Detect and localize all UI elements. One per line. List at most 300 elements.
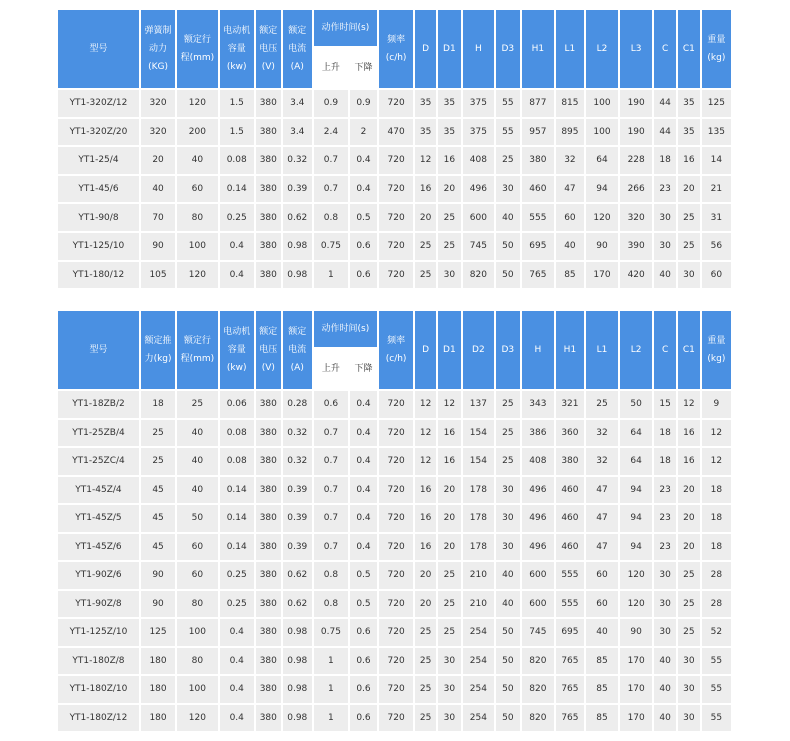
table-cell: 105 [141, 262, 175, 291]
table-cell: 47 [586, 477, 618, 506]
table-cell: 90 [141, 591, 175, 620]
table-cell: 14 [702, 147, 731, 176]
table-cell: 18 [702, 505, 731, 534]
table-cell: 720 [379, 448, 413, 477]
table-cell: 360 [556, 420, 584, 449]
table-cell: 30 [496, 477, 520, 506]
table-cell: 20 [678, 176, 700, 205]
table-cell: 16 [438, 420, 461, 449]
col-rated-voltage-l2: 电压 [259, 44, 278, 54]
table-cell: 25 [415, 233, 436, 262]
table-cell: 55 [496, 119, 520, 148]
table-cell: 720 [379, 233, 413, 262]
table-cell: 555 [522, 204, 554, 233]
table-cell: 32 [586, 448, 618, 477]
table-cell: 25 [496, 448, 520, 477]
col-rated-voltage-l1: 额定 [259, 327, 278, 337]
table-cell: 120 [177, 705, 217, 734]
table-cell: 386 [522, 420, 554, 449]
table-cell: 47 [586, 534, 618, 563]
table-cell: 380 [256, 676, 281, 705]
table-cell: 47 [556, 176, 584, 205]
table-cell: 80 [177, 204, 217, 233]
table-row [58, 477, 731, 506]
table-cell: 20 [438, 477, 461, 506]
col-rated-current-l2: 电流 [288, 44, 307, 54]
table-cell: 0.14 [220, 534, 254, 563]
col-frequency [379, 10, 413, 90]
table-cell: 85 [556, 262, 584, 291]
table-cell: 0.7 [314, 448, 348, 477]
table-cell: 25 [496, 391, 520, 420]
table-cell: 496 [522, 477, 554, 506]
table-row [58, 619, 731, 648]
table-cell: 460 [556, 534, 584, 563]
table-cell: 0.14 [220, 477, 254, 506]
table-cell: 137 [463, 391, 494, 420]
col-frequency-l1: 频率 [387, 35, 406, 45]
table-cell: 16 [438, 448, 461, 477]
model-cell: YT1-45Z/4 [58, 477, 139, 506]
model-cell: YT1-90Z/8 [58, 591, 139, 620]
col-motor-capacity-l2: 容量 [227, 345, 246, 355]
spec-table-thrust-body [58, 391, 731, 733]
table-cell: 25 [415, 262, 436, 291]
table-cell: 30 [438, 648, 461, 677]
table-cell: 555 [556, 591, 584, 620]
table-cell: 12 [415, 147, 436, 176]
col-rated-voltage [256, 10, 281, 90]
table-cell: 21 [702, 176, 731, 205]
table-cell: 120 [620, 562, 652, 591]
table-cell: 100 [586, 90, 618, 119]
table-cell: 50 [496, 619, 520, 648]
table-cell: 320 [141, 119, 175, 148]
table-row [58, 562, 731, 591]
table-cell: 70 [141, 204, 175, 233]
table-cell: 460 [556, 505, 584, 534]
table-cell: 0.6 [350, 648, 377, 677]
table-cell: 380 [256, 420, 281, 449]
table-cell: 600 [522, 591, 554, 620]
table-cell: 178 [463, 477, 494, 506]
table-cell: 18 [654, 420, 676, 449]
table-cell: 895 [556, 119, 584, 148]
col-h: H [463, 10, 494, 90]
col-spring-force [141, 10, 175, 90]
table-cell: 60 [177, 562, 217, 591]
table-cell: 180 [141, 676, 175, 705]
table-cell: 12 [678, 391, 700, 420]
table-row [58, 204, 731, 233]
col-frequency [379, 311, 413, 391]
table-cell: 40 [177, 147, 217, 176]
table-cell: 320 [620, 204, 652, 233]
table-cell: 25 [141, 420, 175, 449]
table-cell: 0.7 [314, 505, 348, 534]
table-cell: 60 [586, 591, 618, 620]
table-cell: 0.08 [220, 420, 254, 449]
table-cell: 50 [496, 262, 520, 291]
col-motor-capacity-l1: 电动机 [223, 327, 251, 337]
table-cell: 720 [379, 204, 413, 233]
table-cell: 30 [678, 648, 700, 677]
table-cell: 0.4 [350, 534, 377, 563]
table-cell: 380 [522, 147, 554, 176]
table-cell: 496 [463, 176, 494, 205]
table-cell: 720 [379, 477, 413, 506]
col-d1: D1 [438, 10, 461, 90]
table-cell: 555 [556, 562, 584, 591]
table-cell: 16 [678, 448, 700, 477]
table-cell: 12 [438, 391, 461, 420]
table-cell: 0.7 [314, 477, 348, 506]
table-cell: 30 [654, 591, 676, 620]
table-cell: 0.5 [350, 591, 377, 620]
table-cell: 30 [678, 676, 700, 705]
col-l1: L1 [556, 10, 584, 90]
table-cell: 20 [678, 505, 700, 534]
table-cell: 40 [654, 262, 676, 291]
table-cell: 0.6 [350, 619, 377, 648]
col-motor-capacity-l3: (kw) [226, 62, 247, 72]
table-cell: 40 [586, 619, 618, 648]
table-cell: 30 [438, 676, 461, 705]
table-cell: 23 [654, 176, 676, 205]
col-l2: L2 [620, 311, 652, 391]
table-cell: 0.4 [220, 676, 254, 705]
table-cell: 390 [620, 233, 652, 262]
col-up: 上升 [314, 349, 348, 391]
table-cell: 0.98 [283, 705, 312, 734]
table-cell: 90 [141, 233, 175, 262]
table-cell: 408 [463, 147, 494, 176]
table-cell: 2.4 [314, 119, 348, 148]
col-rated-voltage-l1: 额定 [259, 26, 278, 36]
table-cell: 23 [654, 534, 676, 563]
table-cell: 720 [379, 262, 413, 291]
col-thrust-l2: 力(kg) [144, 354, 172, 364]
table-cell: 0.6 [350, 233, 377, 262]
table-cell: 0.32 [283, 448, 312, 477]
model-cell: YT1-180Z/12 [58, 705, 139, 734]
model-cell: YT1-90/8 [58, 204, 139, 233]
table-cell: 35 [438, 119, 461, 148]
table-cell: 380 [256, 648, 281, 677]
table-cell: 170 [620, 705, 652, 734]
table-cell: 3.4 [283, 119, 312, 148]
table-cell: 765 [556, 648, 584, 677]
table-cell: 35 [678, 90, 700, 119]
table-row [58, 448, 731, 477]
table-cell: 408 [522, 448, 554, 477]
table-cell: 30 [438, 262, 461, 291]
table-cell: 877 [522, 90, 554, 119]
model-cell: YT1-25ZC/4 [58, 448, 139, 477]
table-cell: 0.39 [283, 534, 312, 563]
table-cell: 0.39 [283, 505, 312, 534]
table-cell: 45 [141, 505, 175, 534]
table-cell: 380 [256, 119, 281, 148]
model-cell: YT1-125Z/10 [58, 619, 139, 648]
table-row [58, 676, 731, 705]
table-cell: 720 [379, 420, 413, 449]
table-cell: 321 [556, 391, 584, 420]
table-cell: 50 [496, 648, 520, 677]
table-cell: 50 [177, 505, 217, 534]
table-cell: 40 [177, 448, 217, 477]
col-c1: C1 [678, 10, 700, 90]
table-cell: 25 [177, 391, 217, 420]
table-cell: 0.9 [350, 90, 377, 119]
table-cell: 25 [415, 619, 436, 648]
model-cell: YT1-180Z/8 [58, 648, 139, 677]
table-cell: 380 [256, 262, 281, 291]
table-cell: 0.4 [350, 505, 377, 534]
col-h1: H1 [556, 311, 584, 391]
table-cell: 460 [556, 477, 584, 506]
table-cell: 0.98 [283, 233, 312, 262]
col-weight-l2: (kg) [707, 354, 726, 364]
table-cell: 720 [379, 534, 413, 563]
model-cell: YT1-125/10 [58, 233, 139, 262]
table-cell: 64 [620, 420, 652, 449]
col-rated-current-l3: (A) [290, 363, 304, 373]
table-cell: 120 [586, 204, 618, 233]
col-model: 型号 [58, 10, 139, 90]
col-h: H [522, 311, 554, 391]
table-cell: 380 [256, 176, 281, 205]
table-cell: 18 [702, 477, 731, 506]
model-cell: YT1-18ZB/2 [58, 391, 139, 420]
table-cell: 254 [463, 648, 494, 677]
col-thrust [141, 311, 175, 391]
table-cell: 16 [415, 534, 436, 563]
table-cell: 25 [438, 204, 461, 233]
col-model: 型号 [58, 311, 139, 391]
table-cell: 0.06 [220, 391, 254, 420]
col-thrust-l1: 额定推 [144, 336, 172, 346]
table-row [58, 534, 731, 563]
table-cell: 12 [415, 391, 436, 420]
col-frequency-l2: (c/h) [385, 53, 407, 63]
table-cell: 200 [177, 119, 217, 148]
table-cell: 745 [522, 619, 554, 648]
col-d3: D3 [496, 10, 520, 90]
table-cell: 16 [438, 147, 461, 176]
table-cell: 0.5 [350, 204, 377, 233]
col-motor-capacity-l1: 电动机 [223, 26, 251, 36]
table-cell: 0.8 [314, 204, 348, 233]
spec-table-thrust-header [58, 311, 731, 391]
table-cell: 90 [620, 619, 652, 648]
table-cell: 0.6 [350, 705, 377, 734]
table-cell: 0.5 [350, 562, 377, 591]
table-cell: 94 [586, 176, 618, 205]
table-cell: 23 [654, 505, 676, 534]
table-cell: 25 [141, 448, 175, 477]
table-cell: 0.8 [314, 591, 348, 620]
table-row [58, 505, 731, 534]
table-cell: 154 [463, 420, 494, 449]
table-cell: 20 [141, 147, 175, 176]
model-cell: YT1-180Z/10 [58, 676, 139, 705]
table-cell: 0.6 [350, 676, 377, 705]
col-stroke-l2: 程(mm) [180, 53, 215, 63]
col-rated-voltage-l3: (V) [261, 62, 275, 72]
col-c: C [654, 311, 676, 391]
table-cell: 0.14 [220, 505, 254, 534]
table-cell: 40 [177, 477, 217, 506]
table-cell: 18 [654, 147, 676, 176]
table-cell: 720 [379, 619, 413, 648]
table-cell: 720 [379, 591, 413, 620]
table-cell: 0.9 [314, 90, 348, 119]
col-motor-capacity-l2: 容量 [227, 44, 246, 54]
table-cell: 254 [463, 676, 494, 705]
table-cell: 25 [438, 562, 461, 591]
table-cell: 15 [654, 391, 676, 420]
table-cell: 0.62 [283, 204, 312, 233]
col-weight-l2: (kg) [707, 53, 726, 63]
col-c1: C1 [678, 311, 700, 391]
table-cell: 16 [678, 420, 700, 449]
table-cell: 125 [702, 90, 731, 119]
table-cell: 0.75 [314, 619, 348, 648]
col-d1: D1 [438, 311, 461, 391]
table-cell: 420 [620, 262, 652, 291]
table-row [58, 591, 731, 620]
table-cell: 40 [496, 591, 520, 620]
table-cell: 745 [463, 233, 494, 262]
table-cell: 600 [522, 562, 554, 591]
table-cell: 20 [438, 505, 461, 534]
table-cell: 600 [463, 204, 494, 233]
table-cell: 25 [438, 591, 461, 620]
table-row [58, 176, 731, 205]
table-cell: 0.14 [220, 176, 254, 205]
table-cell: 28 [702, 562, 731, 591]
table-cell: 18 [702, 534, 731, 563]
table-cell: 820 [522, 676, 554, 705]
table-cell: 470 [379, 119, 413, 148]
table-cell: 16 [415, 477, 436, 506]
table-cell: 765 [556, 705, 584, 734]
spec-table-spring-header [58, 10, 731, 90]
table-cell: 720 [379, 505, 413, 534]
table-cell: 380 [256, 562, 281, 591]
table-cell: 60 [556, 204, 584, 233]
table-cell: 0.08 [220, 147, 254, 176]
table-cell: 25 [438, 619, 461, 648]
table-cell: 56 [702, 233, 731, 262]
table-cell: 0.6 [314, 391, 348, 420]
table-cell: 0.28 [283, 391, 312, 420]
table-cell: 1 [314, 676, 348, 705]
table-cell: 380 [256, 448, 281, 477]
col-down: 下降 [350, 48, 377, 90]
col-d2: D2 [463, 311, 494, 391]
table-cell: 20 [415, 562, 436, 591]
table-cell: 100 [177, 676, 217, 705]
table-cell: 40 [496, 562, 520, 591]
table-cell: 85 [586, 705, 618, 734]
table-cell: 30 [654, 619, 676, 648]
table-cell: 90 [141, 562, 175, 591]
table-cell: 210 [463, 591, 494, 620]
table-cell: 765 [556, 676, 584, 705]
table-cell: 94 [620, 477, 652, 506]
table-cell: 190 [620, 119, 652, 148]
table-cell: 45 [141, 534, 175, 563]
table-cell: 20 [438, 534, 461, 563]
table-cell: 0.4 [220, 262, 254, 291]
table-cell: 0.39 [283, 176, 312, 205]
table-cell: 0.4 [220, 705, 254, 734]
col-weight [702, 311, 731, 391]
col-weight-l1: 重量 [707, 35, 726, 45]
table-cell: 25 [678, 619, 700, 648]
table-cell: 820 [522, 648, 554, 677]
table-cell: 765 [522, 262, 554, 291]
table-row [58, 119, 731, 148]
table-cell: 25 [415, 648, 436, 677]
table-cell: 80 [177, 648, 217, 677]
table-cell: 100 [177, 233, 217, 262]
table-cell: 957 [522, 119, 554, 148]
table-cell: 380 [256, 477, 281, 506]
table-cell: 55 [702, 676, 731, 705]
model-cell: YT1-180/12 [58, 262, 139, 291]
table-cell: 50 [496, 233, 520, 262]
table-cell: 0.8 [314, 562, 348, 591]
table-cell: 0.25 [220, 591, 254, 620]
table-cell: 0.32 [283, 147, 312, 176]
table-cell: 178 [463, 534, 494, 563]
table-cell: 16 [415, 505, 436, 534]
table-cell: 720 [379, 391, 413, 420]
table-cell: 695 [522, 233, 554, 262]
table-cell: 47 [586, 505, 618, 534]
table-cell: 25 [678, 562, 700, 591]
table-cell: 44 [654, 90, 676, 119]
table-cell: 0.4 [350, 147, 377, 176]
col-weight-l1: 重量 [707, 336, 726, 346]
table-cell: 16 [415, 176, 436, 205]
table-cell: 496 [522, 534, 554, 563]
table-cell: 1 [314, 648, 348, 677]
table-cell: 320 [141, 90, 175, 119]
table-cell: 380 [256, 147, 281, 176]
table-cell: 266 [620, 176, 652, 205]
table-cell: 30 [496, 505, 520, 534]
table-cell: 170 [586, 262, 618, 291]
spec-table-spring [56, 10, 733, 290]
table-cell: 190 [620, 90, 652, 119]
table-cell: 120 [177, 90, 217, 119]
table-cell: 0.4 [220, 619, 254, 648]
table-cell: 55 [496, 90, 520, 119]
table-cell: 25 [415, 676, 436, 705]
col-stroke [177, 311, 217, 391]
table-cell: 0.4 [350, 391, 377, 420]
table-cell: 18 [654, 448, 676, 477]
table-cell: 720 [379, 562, 413, 591]
model-cell: YT1-90Z/6 [58, 562, 139, 591]
table-cell: 20 [438, 176, 461, 205]
table-cell: 12 [415, 420, 436, 449]
table-cell: 720 [379, 90, 413, 119]
